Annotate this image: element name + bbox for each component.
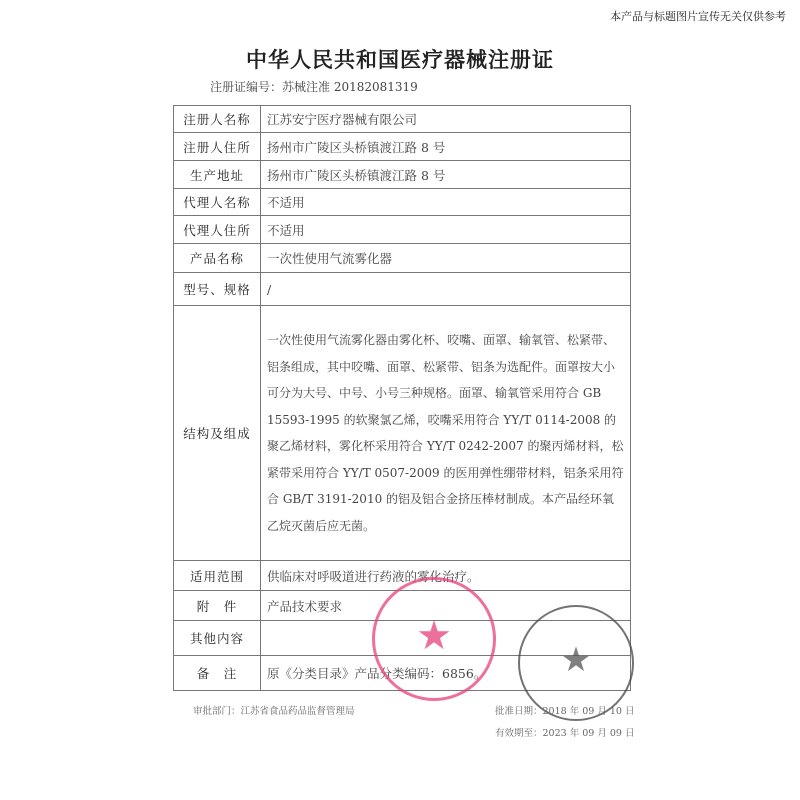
row-label: 注册人住所 [174, 133, 261, 161]
row-value: 一次性使用气流雾化器由雾化杯、咬嘴、面罩、输氧管、松紧带、铝条组成，其中咬嘴、面罩、松紧带、铝条为选配件。面罩按大小可分为大号、中号、小号三种规格。面罩、输氧管采用符合 GB 15593-1995 的软聚氯乙烯，咬嘴采用符合 YY/T 0114-2008 的聚乙烯材料，雾化杯采用符合 YY/T 0242-2007 的聚丙烯材料，松紧带采用符合 YY/T 0507-2009 的医用弹性绷带材料，铝条采用符合 GB/T 3191-2010 的铝及铝合金挤压棒材制成。本产品经环氧乙烷灭菌后应无菌。 [261, 306, 631, 561]
row-value: 一次性使用气流雾化器 [261, 244, 631, 273]
disclaimer-notice: 本产品与标题图片宣传无关仅供参考 [610, 10, 786, 23]
row-value: / [261, 273, 631, 306]
row-label: 型号、规格 [174, 273, 261, 306]
authority-seal-stamp: ★ [518, 605, 634, 721]
table-row [174, 306, 631, 561]
company-seal-stamp: ★ [372, 577, 496, 701]
approval-department: 审批部门：江苏省食品药品监督管理局 [193, 706, 355, 717]
row-value: 不适用 [261, 189, 631, 216]
row-label: 产品名称 [174, 244, 261, 273]
table-row [174, 216, 631, 244]
row-label: 结构及组成 [174, 306, 261, 561]
row-value: 供临床对呼吸道进行药液的雾化治疗。 [261, 561, 631, 591]
table-row [174, 133, 631, 161]
table-row [174, 106, 631, 133]
table-row [174, 273, 631, 306]
table-row [174, 161, 631, 189]
row-label: 适用范围 [174, 561, 261, 591]
approval-date: 批准日期：2018 年 09 月 10 日 [495, 706, 635, 717]
row-value: 江苏安宁医疗器械有限公司 [261, 106, 631, 133]
row-value: 原《分类目录》产品分类编码：6856。 [261, 656, 631, 691]
row-value: 不适用 [261, 216, 631, 244]
row-label: 附 件 [174, 591, 261, 621]
valid-until-date: 有效期至：2023 年 09 月 09 日 [495, 728, 635, 739]
document-title: 中华人民共和国医疗器械注册证 [246, 47, 554, 72]
row-label: 其他内容 [174, 621, 261, 656]
table-row [174, 244, 631, 273]
row-label: 代理人住所 [174, 216, 261, 244]
row-value: 扬州市广陵区头桥镇渡江路 8 号 [261, 161, 631, 189]
row-label: 注册人名称 [174, 106, 261, 133]
row-label: 代理人名称 [174, 189, 261, 216]
row-label: 生产地址 [174, 161, 261, 189]
row-value: 扬州市广陵区头桥镇渡江路 8 号 [261, 133, 631, 161]
table-row [174, 189, 631, 216]
registration-number: 注册证编号：苏械注准 20182081319 [210, 80, 418, 94]
row-label: 备 注 [174, 656, 261, 691]
row-value: 产品技术要求 [261, 591, 631, 621]
